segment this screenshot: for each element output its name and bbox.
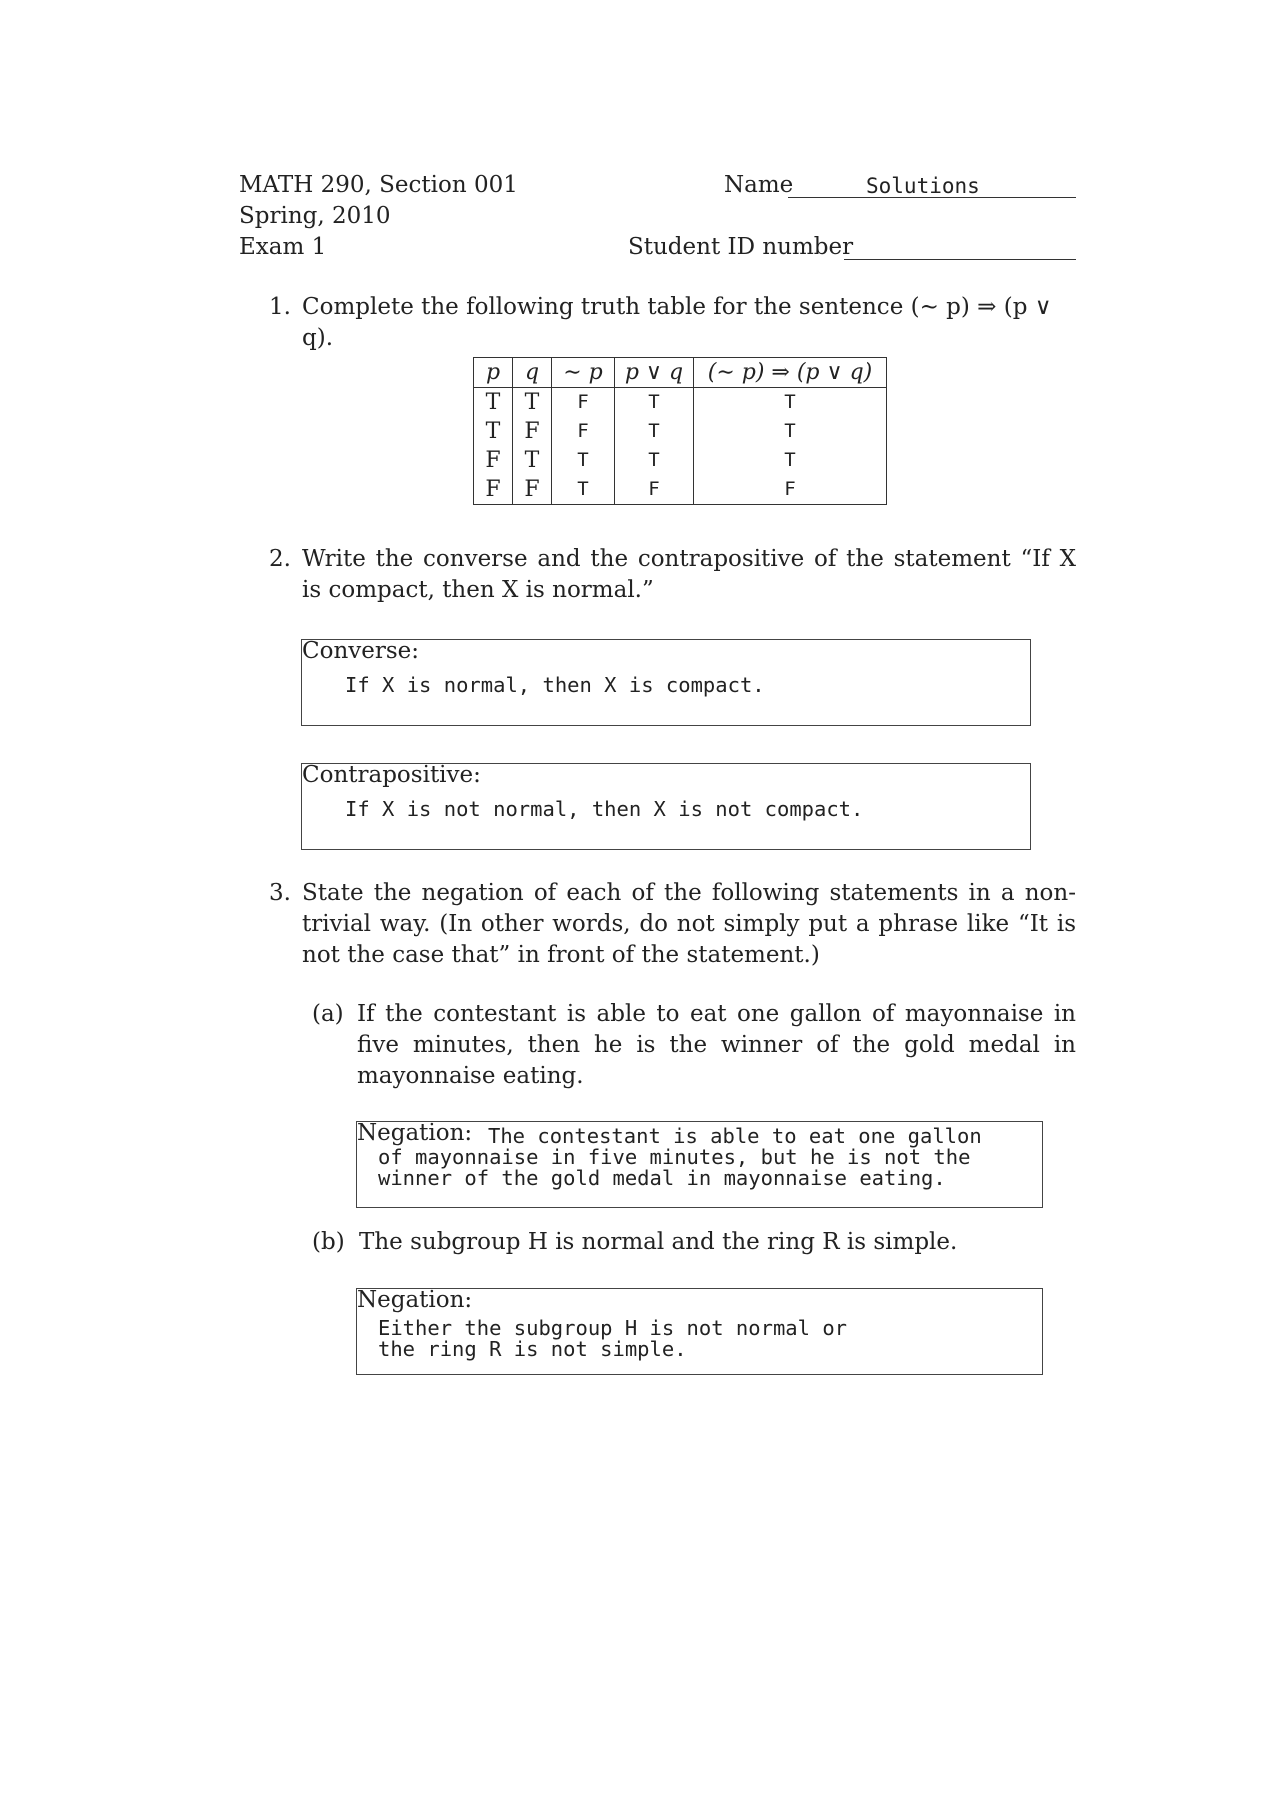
negation-a-answer: The contestant is able to eat one gallon of mayonnaise in five minutes, but he is not the winner of the gold medal in mayonnaise eating. <box>378 1124 982 1190</box>
table-cell: F <box>552 388 615 418</box>
name-value: Solutions <box>866 174 980 198</box>
q3a-text: If the contestant is able to eat one gallon of mayonnaise in five minutes, then he is the winner of the gold medal in mayonnaise eating. <box>357 1001 1076 1089</box>
q3-number: 3. <box>269 880 291 906</box>
table-cell: F <box>485 477 501 502</box>
table-cell: T <box>615 417 694 446</box>
negation-a-box <box>356 1121 1043 1208</box>
student-id-line <box>844 259 1076 260</box>
table-cell: F <box>694 475 887 505</box>
q3b-label: (b) <box>312 1229 345 1255</box>
table-cell: F <box>513 417 552 446</box>
q3-text: State the negation of each of the following statements in a non-trivial way. (In other words, do not simply put a phrase like “It is not the case that” in front of the statement.) <box>302 880 1076 968</box>
course-title: MATH 290, Section 001 <box>239 172 518 198</box>
table-cell: T <box>694 388 887 418</box>
negation-b-label: Negation: <box>357 1287 473 1313</box>
negation-b-answer: Either the subgroup H is not normal or the ring R is not simple. <box>378 1316 847 1361</box>
negation-b-box <box>356 1288 1043 1375</box>
col-header-q: q <box>513 358 552 388</box>
table-cell: F <box>513 475 552 505</box>
q2-number: 2. <box>269 546 291 572</box>
converse-box <box>301 639 1031 726</box>
negation-a-label: Negation: <box>357 1120 473 1146</box>
table-cell: T <box>513 388 552 418</box>
exam-title: Exam 1 <box>239 234 327 260</box>
q3a-label: (a) <box>312 1001 344 1027</box>
student-id-label: Student ID number <box>628 234 854 260</box>
table-cell: T <box>485 419 501 444</box>
q1-number: 1. <box>269 294 291 320</box>
q1-text: Complete the following truth table for the sentence (∼ p) ⇒ (p ∨ q). <box>302 294 1052 351</box>
converse-answer: If X is normal, then X is compact. <box>345 673 765 697</box>
col-header-not-p: ∼ p <box>552 358 615 388</box>
table-cell: T <box>513 446 552 475</box>
contrapositive-label: Contrapositive: <box>302 762 481 788</box>
col-header-implication: (∼ p) ⇒ (p ∨ q) <box>694 358 887 388</box>
table-cell: F <box>485 448 501 473</box>
table-cell: F <box>552 417 615 446</box>
contrapositive-box <box>301 763 1031 850</box>
term: Spring, 2010 <box>239 203 391 229</box>
course-info <box>239 170 518 263</box>
table-cell: T <box>694 417 887 446</box>
table-cell: F <box>615 475 694 505</box>
col-header-p-or-q: p ∨ q <box>615 358 694 388</box>
table-row <box>474 388 887 418</box>
table-row <box>474 475 887 505</box>
q2-text: Write the converse and the contrapositive of the statement “If X is compact, then X is normal.” <box>302 546 1076 603</box>
converse-label: Converse: <box>302 638 420 664</box>
truth-table-header-row <box>474 358 887 388</box>
table-cell: T <box>552 475 615 505</box>
table-cell: T <box>694 446 887 475</box>
table-cell: T <box>485 390 501 415</box>
contrapositive-answer: If X is not normal, then X is not compact. <box>345 797 864 821</box>
table-cell: T <box>615 388 694 418</box>
name-label: Name <box>724 172 794 198</box>
table-cell: T <box>552 446 615 475</box>
table-row <box>474 417 887 446</box>
table-row <box>474 446 887 475</box>
truth-table <box>473 357 887 505</box>
col-header-p: p <box>474 358 513 388</box>
q3b-text: The subgroup H is normal and the ring R is simple. <box>359 1229 958 1255</box>
table-cell: T <box>615 446 694 475</box>
